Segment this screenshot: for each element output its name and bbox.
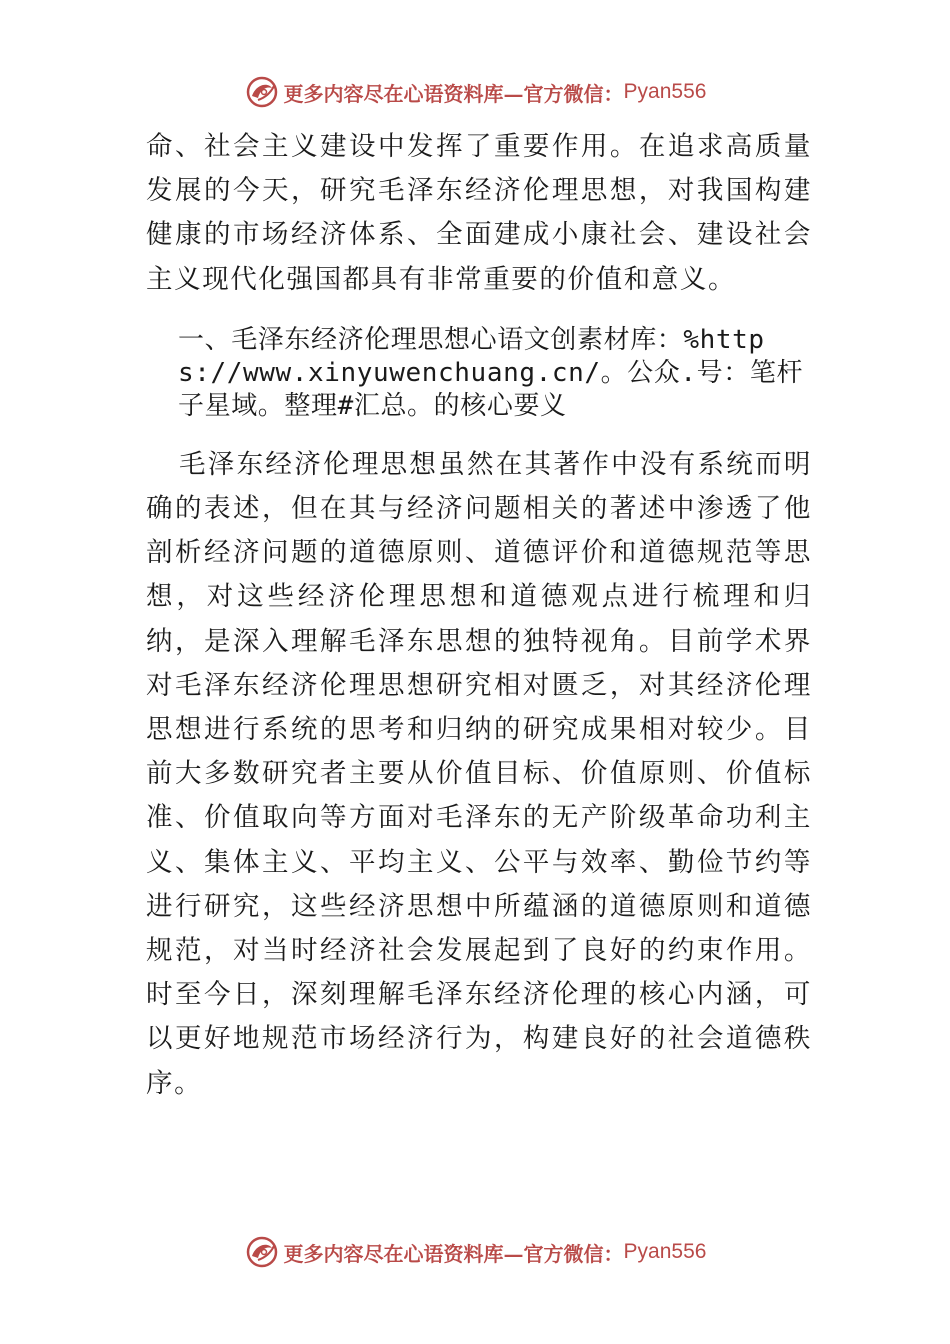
intro-paragraph: 命、社会主义建设中发挥了重要作用。在追求高质量发展的今天，研究毛泽东经济伦理思想，对我国构建健康的市场经济体系、全面建成小康社会、建设社会主义现代化强国都具有非常重要的价值和意义。 [146, 131, 812, 295]
logo-icon [244, 74, 280, 110]
banner-text: 更多内容尽在心语资料库—官方微信： [283, 81, 624, 106]
header-banner [0, 72, 950, 112]
footer-banner [0, 1232, 950, 1272]
logo-icon [244, 1234, 280, 1270]
banner-wechat-handle: Pyan556 [623, 80, 707, 103]
body-paragraph: 毛泽东经济伦理思想虽然在其著作中没有系统而明确的表述，但在其与经济问题相关的著述中渗透了他剖析经济问题的道德原则、道德评价和道德规范等思想，对这些经济伦理思想和道德观点进行梳理和归纳，是深入理解毛泽东思想的独特视角。目前学术界对毛泽东经济伦理思想研究相对匮乏，对其经济伦理思想进行系统的思考和归纳的研究成果相对较少。目前大多数研究者主要从价值目标、价值原则、价值标准、价值取向等方面对毛泽东的无产阶级革命功利主义、集体主义、平均主义、公平与效率、勤俭节约等进行研究，这些经济思想中所蕴涵的道德原则和道德规范，对当时经济社会发展起到了良好的约束作用。时至今日，深刻理解毛泽东经济伦理的核心内涵，可以更好地规范市场经济行为，构建良好的社会道德秩序。 [146, 448, 812, 1099]
document-body [146, 125, 812, 1106]
banner-text: 更多内容尽在心语资料库—官方微信： [283, 1241, 624, 1266]
section-heading: 一、毛泽东经济伦理思想心语文创素材库：%https://www.xinyuwenchuang.cn/。公众.号：笔杆子星域。整理#汇总。的核心要义 [178, 324, 804, 421]
banner-wechat-handle: Pyan556 [623, 1240, 707, 1263]
